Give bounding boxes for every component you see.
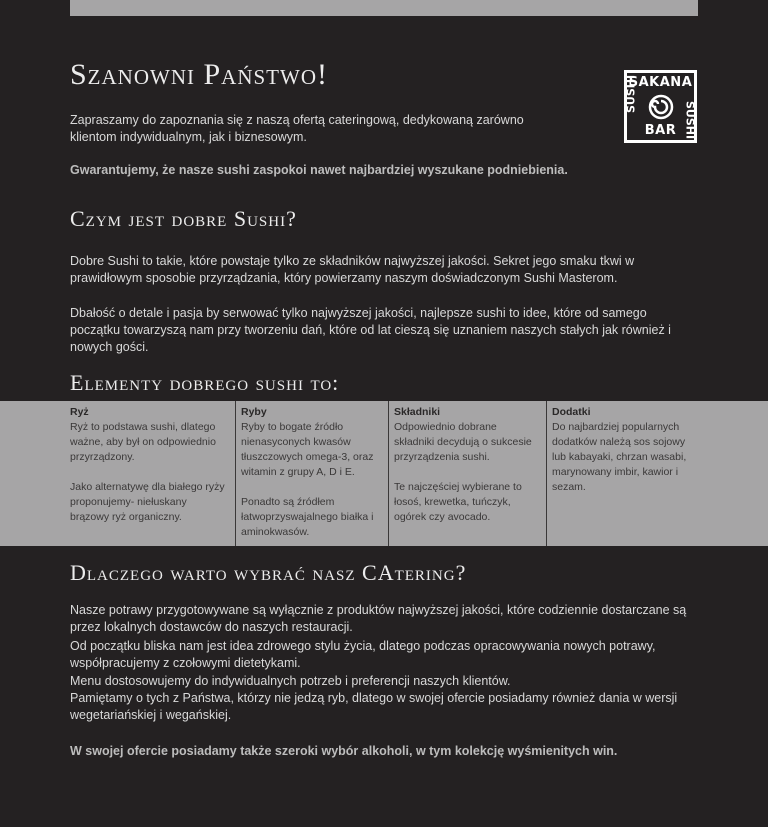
section-title-elements: Elementy dobrego sushi to:: [70, 370, 340, 395]
good-sushi-paragraph-2: Dbałość o detale i pasja by serwować tylko najwyższej jakości, najlepsze sushi to idee, które od samego początku towarzyszą nam przy tworzeniu dań, które od lat cieszą się uznaniem naszych stałych jak również i nowych gości.: [70, 306, 671, 354]
elements-column-ingredients: [389, 401, 547, 546]
sakana-sushi-bar-logo: SAKANA SUSHI SUSHI BAR: [624, 70, 697, 143]
elements-column-fish: [236, 401, 389, 546]
top-bar: [70, 0, 698, 16]
column-heading: Ryby: [241, 406, 267, 418]
column-text: Ryż to podstawa sushi, dlatego ważne, aby był on odpowiednio przyrządzony.: [70, 421, 216, 463]
catering-paragraph-1: Nasze potrawy przygotowywane są wyłącznie z produktów najwyższej jakości, które codziennie dostarczane są przez lokalnych dostawców do naszych restauracji.: [70, 603, 687, 634]
elements-table: [0, 401, 768, 546]
column-heading: Ryż: [70, 406, 89, 418]
guarantee-text: Gwarantujemy, że nasze sushi zaspokoi nawet najbardziej wyszukane podniebienia.: [70, 163, 568, 177]
catering-paragraph-2: Od początku bliska nam jest idea zdrowego stylu życia, dlatego podczas opracowywania nowych potrawy, współpracujemy z czołowymi dietetykami.: [70, 639, 656, 670]
elements-column-extras: [547, 401, 697, 546]
intro-text: Zapraszamy do zapoznania się z naszą ofertą cateringową, dedykowaną zarówno klientom indywidualnym, jak i biznesowym.: [70, 113, 524, 144]
elements-column-rice: [70, 401, 236, 546]
column-text: Odpowiednio dobrane składniki decydują o sukcesie przyrządzenia sushi.: [394, 421, 532, 463]
page-title: Szanowni Państwo!: [70, 58, 328, 91]
swirl-icon: [648, 94, 674, 120]
column-text: Te najczęściej wybierane to łosoś, krewetka, tuńczyk, ogórek czy avocado.: [394, 481, 522, 523]
section-title-why-catering: Dlaczego warto wybrać nasz CAtering?: [70, 560, 467, 585]
column-text: Jako alternatywę dla białego ryży proponujemy- niełuskany brązowy ryż organiczny.: [70, 481, 225, 523]
section-title-good-sushi: Czym jest dobre Sushi?: [70, 206, 297, 231]
column-text: Ponadto są źródłem łatwoprzyswajalnego białka i aminokwasów.: [241, 496, 374, 538]
catering-closing-text: W swojej ofercie posiadamy także szeroki wybór alkoholi, w tym kolekcję wyśmienitych win.: [70, 744, 618, 758]
column-heading: Dodatki: [552, 406, 591, 418]
catering-paragraph-4: Pamiętamy o tych z Państwa, którzy nie jedzą ryb, dlatego w swojej ofercie posiadamy również dania w wersji wegetariańskiej i wegańskiej.: [70, 691, 678, 722]
catering-paragraph-3: Menu dostosowujemy do indywidualnych potrzeb i preferencji naszych klientów.: [70, 674, 511, 688]
column-text: Ryby to bogate źródło nienasyconych kwasów tłuszczowych omega-3, oraz witamin z grupy A, D i E.: [241, 421, 374, 478]
good-sushi-paragraph-1: Dobre Sushi to takie, które powstaje tylko ze składników najwyższej jakości. Sekret jego smaku tkwi w prawidłowym sposobie przyrządzania, który powierzamy naszym doświadczonym Sushi Masterom.: [70, 254, 635, 285]
column-text: Do najbardziej popularnych dodatków należą sos sojowy lub kabayaki, chrzan wasabi, marynowany imbir, kawior i sezam.: [552, 421, 687, 493]
column-heading: Składniki: [394, 406, 441, 418]
